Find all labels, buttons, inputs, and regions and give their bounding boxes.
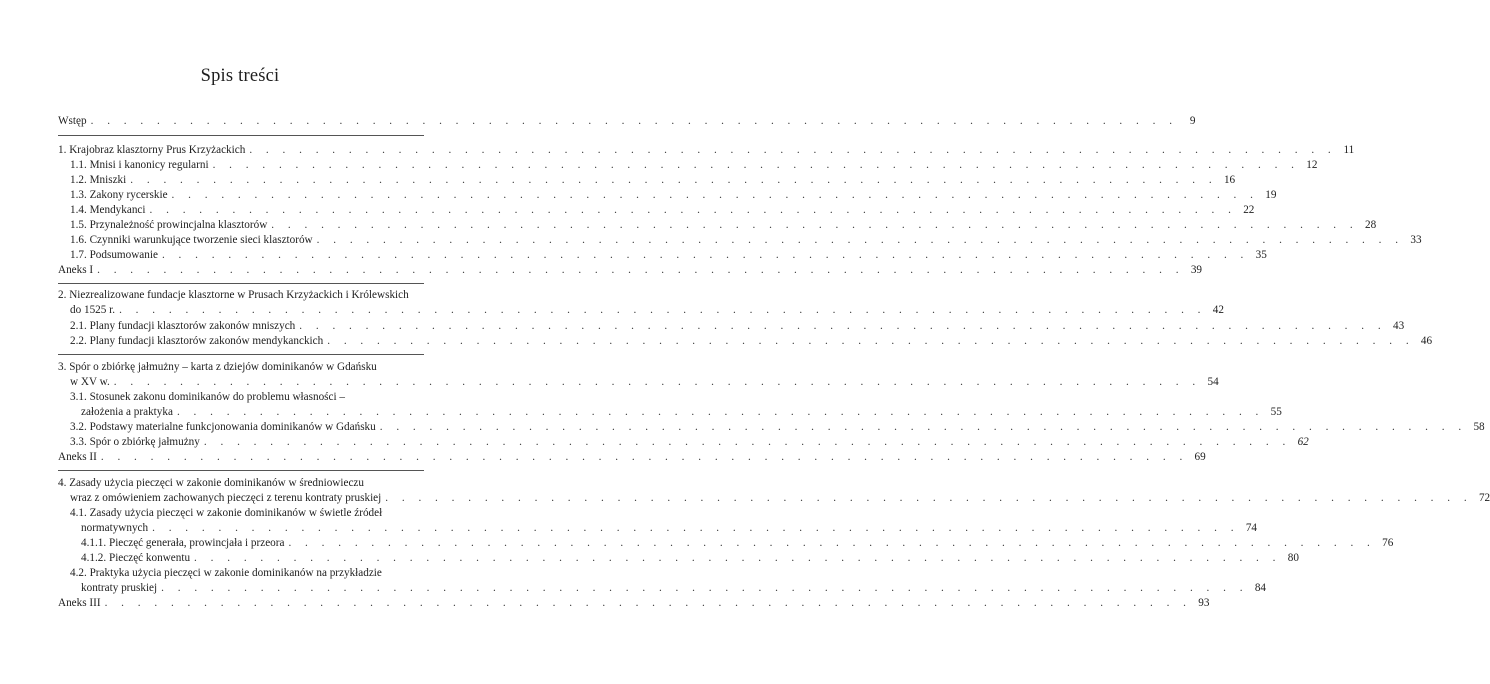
page-title: Spis treści (200, 66, 280, 86)
toc-entry-label: 1.7. Podsumowanie (70, 249, 158, 261)
page-number: 54 (1207, 376, 1219, 388)
toc-entry-label: 1.1. Mnisi i kanonicy regularni (70, 159, 209, 171)
toc-entry-label: 3.2. Podstawy materialne funkcjonowania dominikanów w Gdańsku (70, 421, 376, 433)
section-divider (58, 135, 424, 136)
toc-entry-label: 4.1.2. Pieczęć konwentu (81, 552, 191, 564)
toc-entry-label-line-1: 2. Niezrealizowane fundacje klasztorne w Prusach Krzyżackich i Królewskich (58, 289, 409, 301)
toc-entry-4-2[interactable] (58, 566, 1267, 596)
page-number: 74 (1245, 522, 1257, 534)
leader-dots (288, 536, 1375, 551)
page-number: 76 (1382, 537, 1394, 549)
toc-entry-4-1[interactable] (58, 506, 1257, 536)
toc-entry-3-1[interactable] (58, 390, 1282, 420)
leader-dots (299, 319, 1386, 334)
page-number: 28 (1364, 219, 1377, 231)
page-number: 80 (1287, 552, 1299, 564)
toc-entry-wstep[interactable] (58, 114, 1196, 129)
leader-dots (380, 420, 1467, 435)
page-number: 33 (1410, 234, 1422, 246)
page-number: 43 (1392, 320, 1405, 332)
page-number: 72 (1478, 492, 1490, 504)
toc-entry-label-line-2: w XV w. (70, 376, 110, 388)
leader-dots (152, 521, 1239, 536)
page-number: 84 (1254, 582, 1267, 594)
page-number: 16 (1223, 174, 1236, 186)
leader-dots (130, 173, 1217, 188)
toc-entry-label: 1.5. Przynależność prowincjalna klasztorów (70, 219, 268, 231)
toc-entry-label: Aneks III (58, 597, 101, 609)
toc-entry-label-line-2: normatywnych (81, 522, 149, 534)
toc-entry-label: 1.6. Czynniki warunkujące tworzenie sieci klasztorów (70, 234, 313, 246)
section-divider (58, 283, 424, 284)
toc-entry-label: Aneks II (58, 451, 97, 463)
toc-entry-label: Aneks I (58, 264, 94, 276)
toc-entry-label: 1.2. Mniszki (70, 174, 127, 186)
leader-dots (385, 491, 1472, 506)
leader-dots (105, 596, 1192, 611)
leader-dots (271, 218, 1358, 233)
leader-dots (213, 158, 1300, 173)
toc-entry-aneks-2[interactable] (58, 450, 1206, 465)
toc-entry-label: 3.3. Spór o zbiórkę jałmużny (70, 436, 200, 448)
leader-dots (177, 405, 1264, 420)
toc-entry-label-line-1: 4.2. Praktyka użycia pieczęci w zakonie dominikanów na przykładzie (70, 567, 382, 579)
section-divider (58, 470, 424, 471)
toc-entry-label: 1.3. Zakony rycerskie (70, 189, 168, 201)
page-number: 19 (1265, 189, 1277, 201)
page-number: 58 (1473, 421, 1485, 433)
page-number: 11 (1343, 144, 1355, 156)
toc-entry-label-line-1: 4. Zasady użycia pieczęci w zakonie dominikanów w średniowieczu (58, 477, 364, 489)
toc-entry-label-line-2: kontraty pruskiej (81, 582, 158, 594)
leader-dots (317, 233, 1404, 248)
toc-entry-1-7[interactable] (58, 248, 1267, 263)
toc-entry-label: 1. Krajobraz klasztorny Prus Krzyżackich (58, 144, 246, 156)
toc-entry-label: Wstęp (58, 115, 87, 127)
toc-entry-label-line-2: założenia a praktyka (81, 406, 173, 418)
leader-dots (194, 551, 1281, 566)
toc-entry-3-3[interactable] (58, 435, 1309, 450)
toc-entry-aneks-3[interactable] (58, 596, 1210, 611)
page-number: 42 (1212, 304, 1224, 316)
leader-dots (114, 375, 1201, 390)
toc-entry-1-2[interactable] (58, 173, 1236, 188)
leader-dots (150, 203, 1237, 218)
page-number: 12 (1306, 159, 1318, 171)
page-number: 62 (1297, 436, 1309, 448)
page-number: 93 (1198, 597, 1210, 609)
page-number: 9 (1189, 115, 1196, 127)
toc-entry-label-line-1: 3. Spór o zbiórkę jałmużny – karta z dziejów dominikanów w Gdańsku (58, 361, 377, 373)
leader-dots (101, 450, 1188, 465)
toc-entry-label: 1.4. Mendykanci (70, 204, 146, 216)
toc-entry-label-line-2: wraz z omówieniem zachowanych pieczęci z terenu kontraty pruskiej (70, 492, 382, 504)
toc-entry-4-1-2[interactable] (58, 551, 1299, 566)
page-number: 22 (1243, 204, 1255, 216)
toc-entry-aneks-1[interactable] (58, 263, 1202, 278)
toc-entry-4-1-1[interactable] (58, 536, 1394, 551)
toc-entry-1-3[interactable] (58, 188, 1277, 203)
section-divider (58, 354, 424, 355)
leader-dots (91, 114, 1178, 129)
toc-entry-1-5[interactable] (58, 218, 1377, 233)
toc-entry-label-line-1: 3.1. Stosunek zakonu dominikanów do problemu własności – (70, 391, 345, 403)
toc-entry-2-2[interactable] (58, 334, 1433, 349)
toc-entry-chapter-3[interactable] (58, 360, 1219, 390)
leader-dots (97, 263, 1184, 278)
toc-entry-label-line-2: do 1525 r. (70, 304, 116, 316)
toc-entry-3-2[interactable] (58, 420, 1485, 435)
leader-dots (161, 581, 1248, 596)
page-number: 46 (1420, 335, 1433, 347)
toc-entry-chapter-4[interactable] (58, 476, 1490, 506)
page-number: 39 (1190, 264, 1202, 276)
toc-entry-chapter-1[interactable] (58, 143, 1355, 158)
leader-dots (249, 143, 1336, 158)
toc-entry-1-6[interactable] (58, 233, 1422, 248)
leader-dots (162, 248, 1249, 263)
leader-dots (172, 188, 1259, 203)
leader-dots (204, 435, 1291, 450)
toc-entry-1-1[interactable] (58, 158, 1318, 173)
leader-dots (327, 334, 1414, 349)
page-number: 35 (1255, 249, 1267, 261)
toc-entry-label: 4.1.1. Pieczęć generała, prowincjała i przeora (81, 537, 285, 549)
toc-entry-chapter-2[interactable] (58, 288, 1224, 318)
toc-entry-label: 2.1. Plany fundacji klasztorów zakonów mniszych (70, 320, 296, 332)
leader-dots (119, 303, 1206, 318)
page-number: 69 (1194, 451, 1206, 463)
toc-entry-2-1[interactable] (58, 319, 1405, 334)
toc-entry-label: 2.2. Plany fundacji klasztorów zakonów mendykanckich (70, 335, 324, 347)
page-number: 55 (1270, 406, 1282, 418)
toc-entry-label-line-1: 4.1. Zasady użycia pieczęci w zakonie dominikanów w świetle źródeł (70, 507, 383, 519)
toc-entry-1-4[interactable] (58, 203, 1255, 218)
